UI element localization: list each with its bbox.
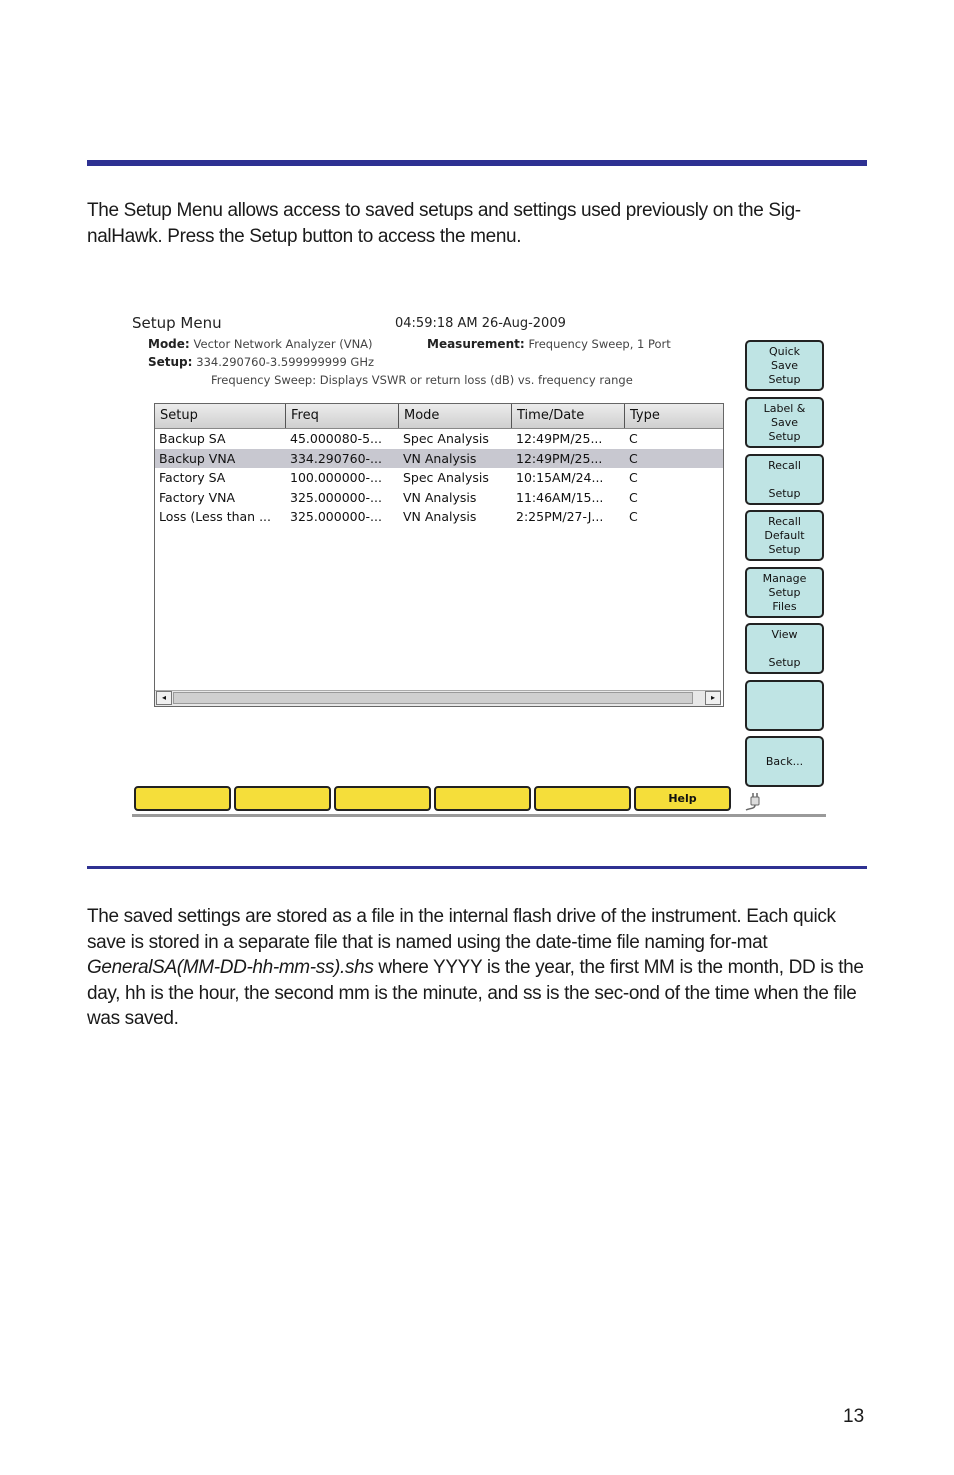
table-cell: C — [629, 450, 638, 466]
mode-line — [148, 337, 373, 351]
table-cell: VN Analysis — [403, 489, 477, 505]
table-cell: Spec Analysis — [403, 431, 489, 446]
table-cell: Loss (Less than ... — [159, 509, 271, 524]
horizontal-scrollbar[interactable] — [155, 690, 721, 706]
bottom-key-2[interactable] — [234, 786, 331, 811]
screenshot-base-line — [132, 814, 826, 817]
table-cell: VN Analysis — [403, 450, 477, 466]
scroll-right-icon[interactable]: ▸ — [705, 691, 721, 705]
table-cell: 325.000000-... — [290, 489, 382, 505]
body-text-part1: The saved settings are stored as a file in the internal flash drive of the instrument. Each quick save is stored in a separate file that is named using the date-time file naming for-mat — [87, 906, 836, 953]
mode-value: Vector Network Analyzer (VNA) — [193, 337, 373, 351]
column-header[interactable]: Freq — [286, 404, 399, 428]
table-row[interactable] — [155, 429, 723, 449]
blank-softkey-button[interactable] — [745, 680, 824, 731]
help-button[interactable]: Help — [634, 786, 731, 811]
table-header — [155, 404, 723, 429]
screen-datetime: 04:59:18 AM 26-Aug-2009 — [395, 316, 566, 331]
setup-menu-screenshot — [132, 312, 827, 817]
table-cell: C — [629, 489, 638, 505]
table-row[interactable] — [155, 449, 723, 469]
scroll-thumb[interactable] — [173, 692, 693, 704]
table-cell: C — [629, 431, 638, 446]
bottom-key-5[interactable] — [534, 786, 631, 811]
recall-setup-button[interactable]: Recall Setup — [745, 454, 824, 505]
table-cell: Backup SA — [159, 431, 226, 446]
column-header[interactable]: Mode — [399, 404, 512, 428]
column-header[interactable]: Time/Date — [512, 404, 625, 428]
setup-line — [148, 355, 374, 369]
manage-setup-files-button[interactable]: Manage Setup Files — [745, 567, 824, 618]
table-cell: 100.000000-... — [290, 470, 382, 485]
table-cell: 334.290760-... — [290, 450, 382, 466]
table-cell: 11:46AM/15... — [516, 489, 604, 505]
bottom-key-4[interactable] — [434, 786, 531, 811]
measurement-line — [427, 337, 671, 351]
table-cell: Factory VNA — [159, 489, 236, 505]
body-paragraph — [87, 904, 869, 1032]
table-cell: 2:25PM/27-J... — [516, 509, 604, 524]
column-header[interactable]: Type — [625, 404, 723, 428]
table-body — [155, 429, 723, 527]
middle-rule — [87, 866, 867, 869]
column-header[interactable]: Setup — [155, 404, 286, 428]
bottom-key-3[interactable] — [334, 786, 431, 811]
table-cell: Factory SA — [159, 470, 226, 485]
setup-table[interactable] — [154, 403, 724, 707]
filename-format: GeneralSA(MM-DD-hh-mm-ss).shs — [87, 957, 374, 978]
table-cell: 12:49PM/25... — [516, 450, 603, 466]
table-cell: Spec Analysis — [403, 470, 489, 485]
table-cell: 12:49PM/25... — [516, 431, 603, 446]
sweep-description: Frequency Sweep: Displays VSWR or return loss (dB) vs. frequency range — [211, 373, 633, 387]
recall-default-setup-button[interactable]: Recall Default Setup — [745, 510, 824, 561]
page-number: 13 — [843, 1406, 865, 1427]
table-cell: 10:15AM/24... — [516, 470, 604, 485]
measurement-label: Measurement: — [427, 337, 525, 351]
back-button[interactable]: Back... — [745, 736, 824, 787]
table-row[interactable] — [155, 488, 723, 508]
table-cell: Backup VNA — [159, 450, 236, 466]
table-cell: VN Analysis — [403, 509, 477, 524]
table-cell: 45.000080-5... — [290, 431, 382, 446]
table-cell: C — [629, 509, 638, 524]
table-cell: C — [629, 470, 638, 485]
label-save-setup-button[interactable]: Label & Save Setup — [745, 397, 824, 448]
body-text-part2: where YYYY is the year, the first MM is the month, DD is the day, hh is the hour, the second mm is the minute, and ss is the sec-ond of the time when the file was saved. — [87, 957, 864, 1029]
screen-title: Setup Menu — [132, 314, 222, 332]
top-rule — [87, 160, 867, 166]
intro-paragraph: The Setup Menu allows access to saved setups and settings used previously on the Sig-nalHawk. Press the Setup button to access the menu. — [87, 200, 801, 247]
table-row[interactable] — [155, 468, 723, 488]
mode-label: Mode: — [148, 337, 190, 351]
setup-label: Setup: — [148, 355, 193, 369]
table-row[interactable] — [155, 507, 723, 527]
measurement-value: Frequency Sweep, 1 Port — [528, 337, 671, 351]
setup-value: 334.290760-3.599999999 GHz — [196, 355, 375, 369]
scroll-left-icon[interactable]: ◂ — [156, 691, 172, 705]
power-plug-icon — [744, 790, 764, 812]
quick-save-setup-button[interactable]: Quick Save Setup — [745, 340, 824, 391]
view-setup-button[interactable]: View Setup — [745, 623, 824, 674]
table-cell: 325.000000-... — [290, 509, 382, 524]
bottom-key-1[interactable] — [134, 786, 231, 811]
